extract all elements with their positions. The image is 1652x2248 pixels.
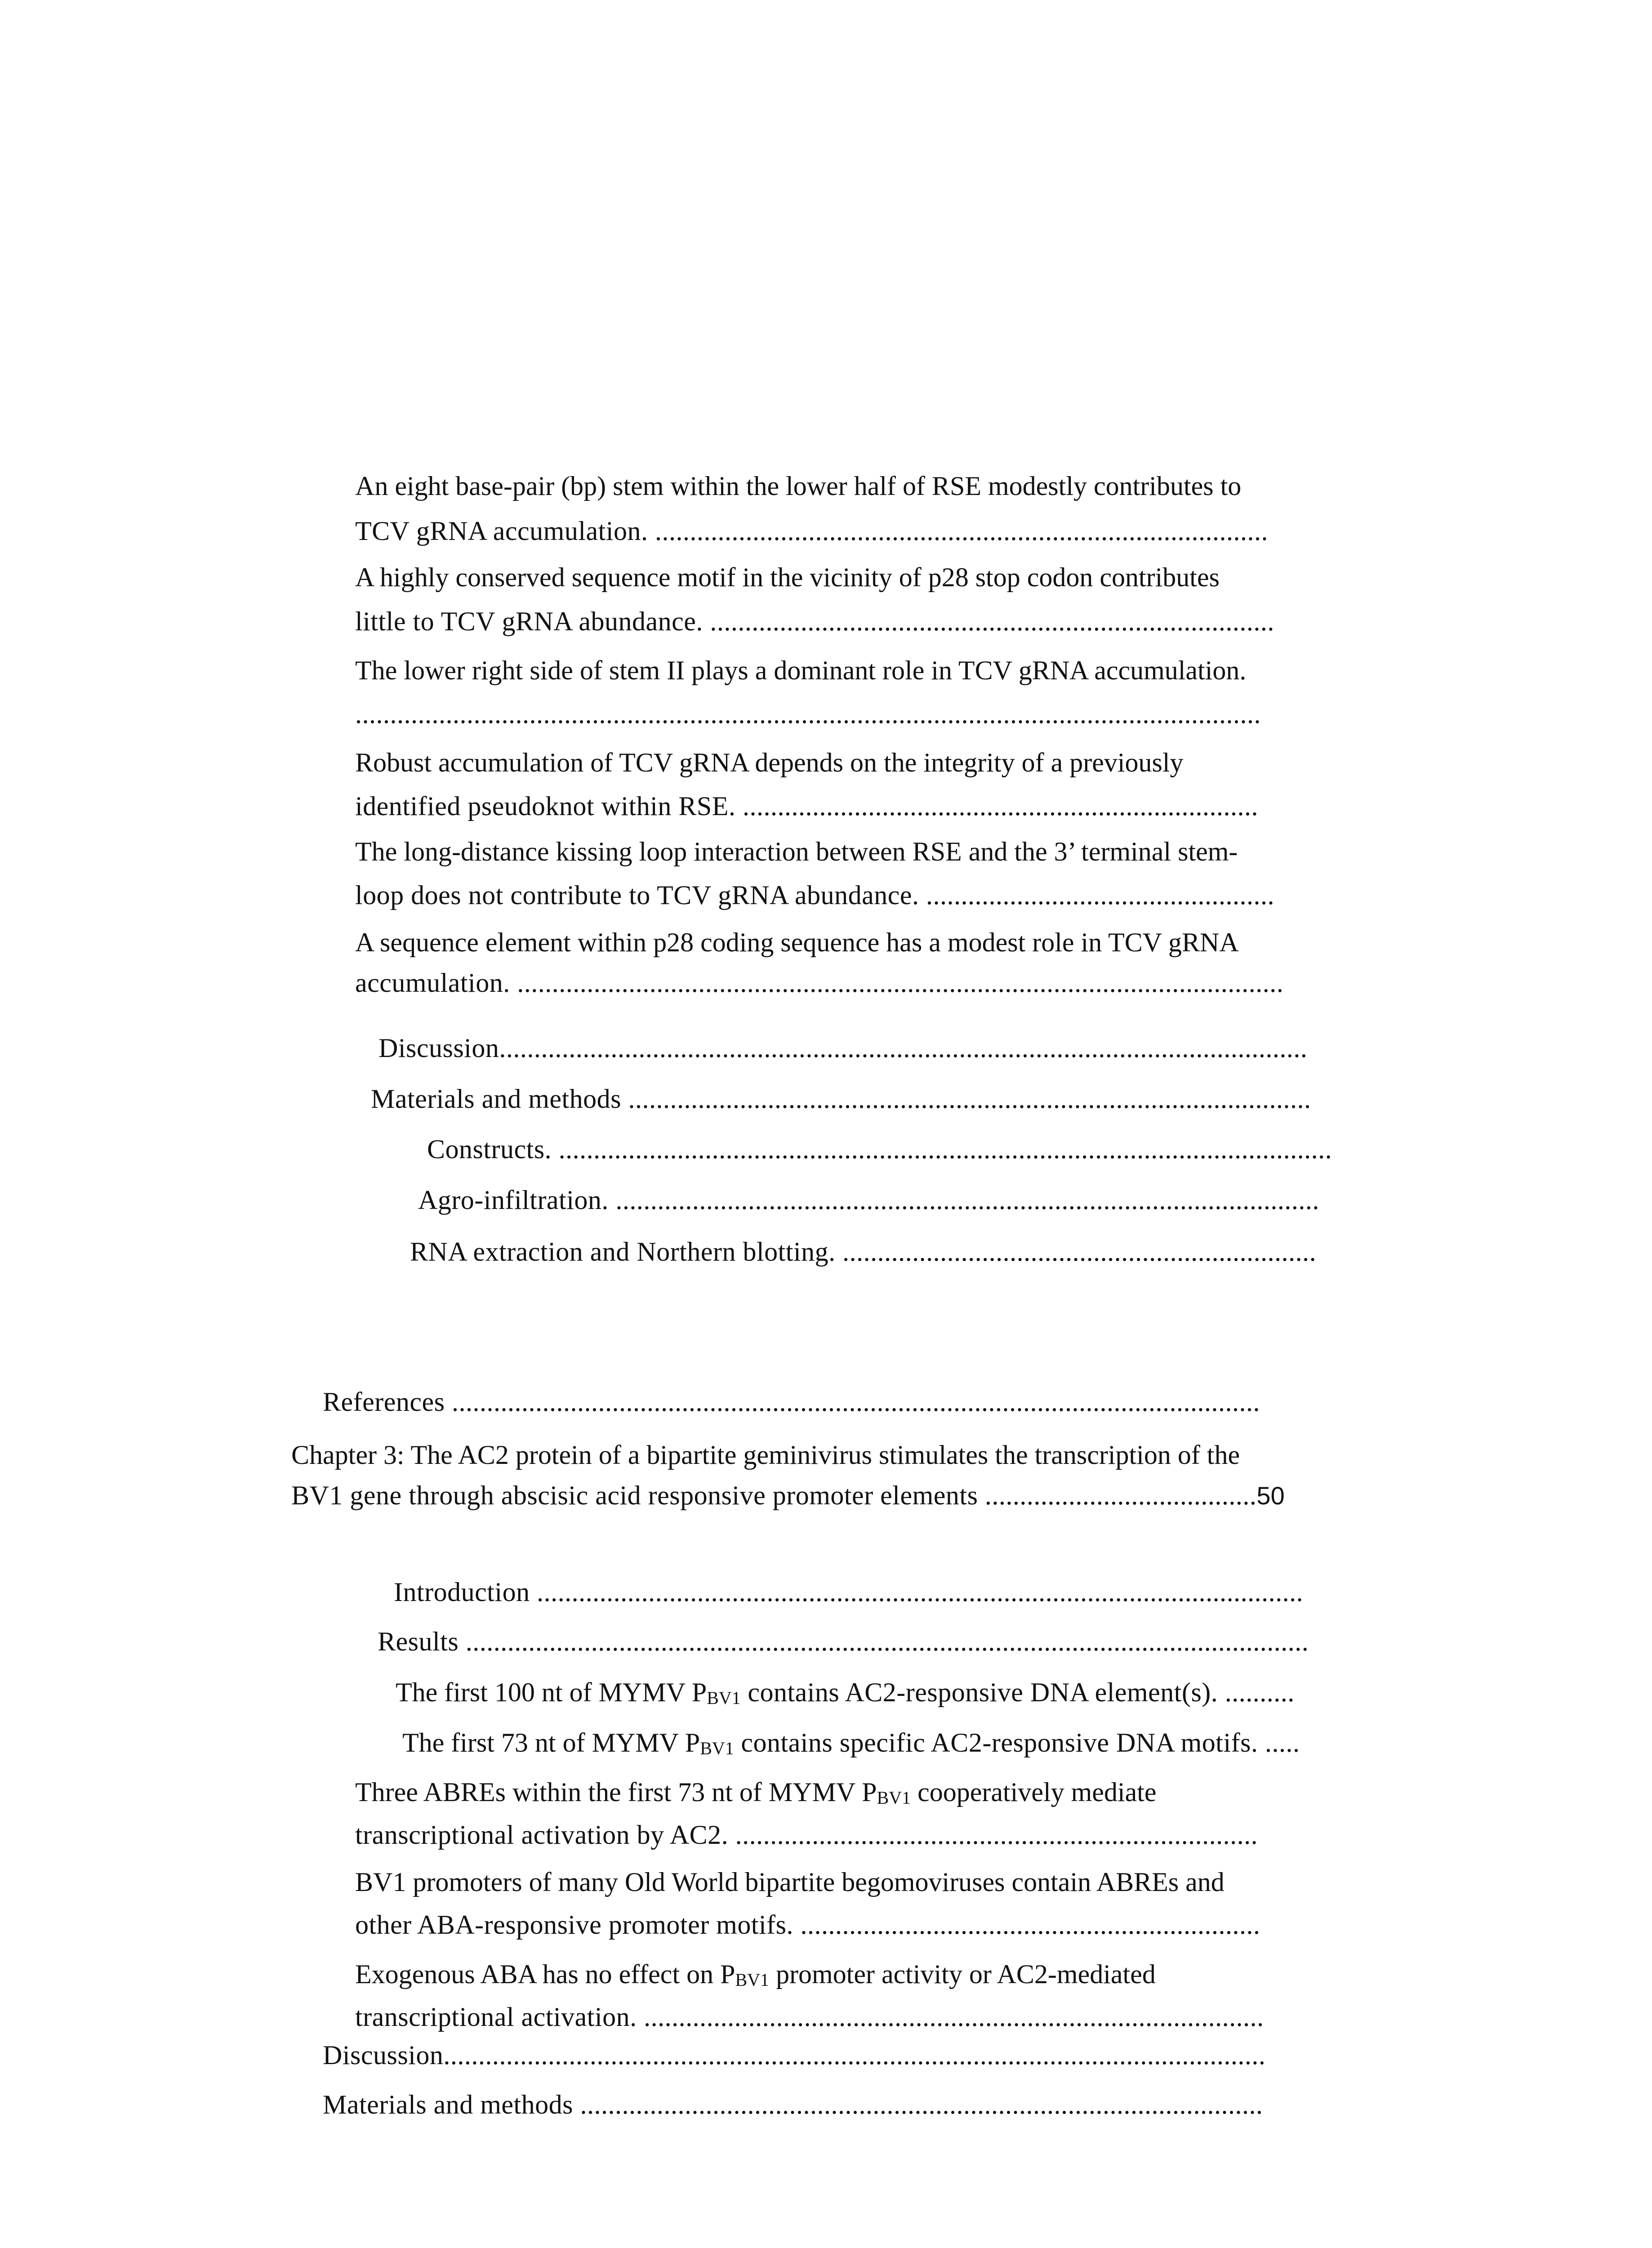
toc-entry-motif-line1: A highly conserved sequence motif in the vicinity of p28 stop codon contributes bbox=[355, 562, 1220, 592]
toc-entry-stem2-line2: .................................................................................................................................. bbox=[355, 699, 1261, 729]
toc-entry-abres-sub: BV1 bbox=[877, 1788, 911, 1808]
toc-entry-exogenous-aba-sub: BV1 bbox=[735, 1970, 770, 1990]
toc-entry-exogenous-aba-text-a: Exogenous ABA has no effect on P bbox=[355, 1959, 735, 1989]
toc-entry-chapter3-discussion: Discussion...................................................................................................................... bbox=[323, 2040, 1266, 2070]
toc-entry-exogenous-aba-text-b: promoter activity or AC2-mediated bbox=[769, 1959, 1156, 1989]
toc-entry-first-73nt-sub: BV1 bbox=[700, 1738, 734, 1758]
toc-entry-stem2-line1: The lower right side of stem II plays a dominant role in TCV gRNA accumulation. bbox=[355, 656, 1247, 685]
toc-chapter-3-title: BV1 gene through abscisic acid responsive promoter elements ....................................... bbox=[291, 1481, 1257, 1510]
toc-chapter-3-line2 bbox=[291, 1479, 1285, 1512]
toc-entry-motif-line2: little to TCV gRNA abundance. ................................................................................. bbox=[355, 607, 1274, 636]
toc-entry-bv1-promoters-line1: BV1 promoters of many Old World bipartite begomoviruses contain ABREs and bbox=[355, 1867, 1225, 1897]
toc-entry-abres-text-b: cooperatively mediate bbox=[911, 1777, 1157, 1807]
toc-entry-stem-line1: An eight base-pair (bp) stem within the lower half of RSE modestly contributes to bbox=[355, 471, 1242, 501]
toc-entry-stem-line2: TCV gRNA accumulation. ........................................................................................ bbox=[355, 516, 1268, 546]
toc-entry-first-73nt-text-a: The first 73 nt of MYMV P bbox=[402, 1728, 700, 1757]
toc-entry-abres-text-a: Three ABREs within the first 73 nt of MYMV P bbox=[355, 1777, 877, 1807]
toc-entry-rna-extraction: RNA extraction and Northern blotting. .................................................................... bbox=[410, 1237, 1317, 1267]
toc-entry-p28-line2: accumulation. .............................................................................................................. bbox=[355, 968, 1284, 998]
toc-chapter-3-page-number: 50 bbox=[1256, 1481, 1285, 1510]
toc-entry-exogenous-aba-line1 bbox=[355, 1958, 1156, 1990]
toc-entry-first-73nt-text-b: contains specific AC2-responsive DNA motifs. ..... bbox=[734, 1728, 1300, 1757]
toc-chapter-3-line1: Chapter 3: The AC2 protein of a bipartite geminivirus stimulates the transcription of the bbox=[291, 1440, 1240, 1470]
toc-entry-pseudoknot-line2: identified pseudoknot within RSE. .......................................................................... bbox=[355, 791, 1258, 821]
toc-entry-kissing-loop-line2: loop does not contribute to TCV gRNA abundance. .................................................. bbox=[355, 880, 1274, 910]
toc-entry-bv1-promoters-line2: other ABA-responsive promoter motifs. .................................................................. bbox=[355, 1910, 1260, 1940]
toc-entry-materials-methods: Materials and methods .................................................................................................. bbox=[371, 1084, 1311, 1114]
toc-entry-kissing-loop-line1: The long-distance kissing loop interaction between RSE and the 3’ terminal stem- bbox=[355, 837, 1238, 866]
toc-entry-exogenous-aba-line2: transcriptional activation. ......................................................................................... bbox=[355, 2002, 1264, 2032]
toc-entry-first-100nt bbox=[396, 1676, 1295, 1708]
toc-entry-references: References .................................................................................................................... bbox=[323, 1387, 1260, 1417]
toc-entry-introduction: Introduction .............................................................................................................. bbox=[394, 1577, 1304, 1607]
toc-entry-abres-line1 bbox=[355, 1776, 1157, 1808]
toc-entry-chapter3-materials-methods: Materials and methods .................................................................................................. bbox=[323, 2090, 1263, 2119]
toc-entry-first-100nt-text-a: The first 100 nt of MYMV P bbox=[396, 1677, 707, 1707]
toc-entry-first-73nt bbox=[402, 1726, 1300, 1759]
toc-entry-constructs: Constructs. ............................................................................................................... bbox=[427, 1134, 1332, 1164]
toc-entry-agro-infiltration: Agro-infiltration. ..................................................................................................... bbox=[418, 1185, 1319, 1215]
toc-entry-first-100nt-text-b: contains AC2-responsive DNA element(s). .......... bbox=[740, 1677, 1295, 1707]
toc-entry-results: Results ......................................................................................................................... bbox=[378, 1627, 1309, 1656]
toc-entry-pseudoknot-line1: Robust accumulation of TCV gRNA depends on the integrity of a previously bbox=[355, 748, 1184, 777]
toc-entry-first-100nt-sub: BV1 bbox=[707, 1688, 741, 1708]
toc-entry-p28-line1: A sequence element within p28 coding sequence has a modest role in TCV gRNA bbox=[355, 928, 1239, 957]
toc-entry-discussion: Discussion.................................................................................................................... bbox=[378, 1033, 1308, 1063]
toc-entry-abres-line2: transcriptional activation by AC2. ........................................................................... bbox=[355, 1820, 1258, 1850]
